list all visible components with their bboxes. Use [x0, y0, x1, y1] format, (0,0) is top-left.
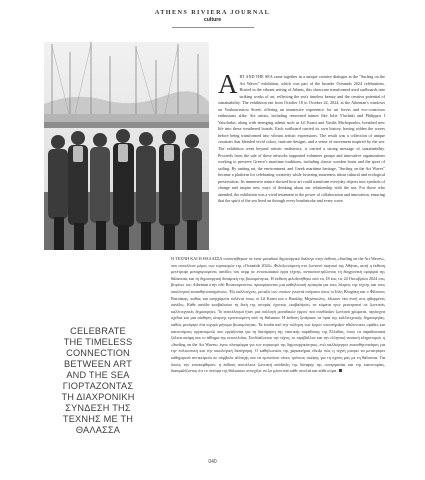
publication-title: ATHENS RIVIERA JOURNAL — [154, 9, 271, 16]
end-mark-icon — [339, 369, 342, 372]
article-body-english — [218, 69, 385, 205]
page-number: 040 — [208, 459, 217, 465]
group-photo-image — [44, 42, 209, 250]
article-body-greek — [171, 256, 385, 375]
header-rule — [172, 27, 254, 28]
drop-cap: A — [218, 69, 238, 99]
pull-quote: CELEBRATE THE TIMELESS CONNECTION BETWEEN ART AND THE SEA ΓΙΟΡΤΑΖΟΝΤΑΣ ΤΗ ΔΙΑΧΡΟΝΙΚΗ ΣΥΝΔΕΣΗ ΤΗΣ ΤΕΧΝΗΣ ΜΕ ΤΗ ΘΑΛΑΣΣΑ — [61, 326, 135, 435]
page-header — [0, 9, 425, 23]
article-text-english: RT AND THE SEA came together in a unique creative dialogue at the "Surfing on the Art Waves" exhibition, which was part of the broader Oceanids 2024 celebrations. Hosted in the vibrant setting of Athens, this showcase transformed used surfboards into striking works of art, reflecting the sea's timeless beauty and the creative potential of sustainability. The exhibition ran from October 18 to October 24, 2024, at the Athenian's windows on Voukourestiou Street, offering an immersive experience for art lovers and eco-conscious enthusiasts alike. Six artists, including renowned names like Iolie Vlachaki and Philippos I Vatschakis, along with emerging talents such as Lil Konsi and Vasilis Michopoulos, breathed new life into these weathered boards. Each surfboard carried its own history, having ridden the waves before being transformed into vibrant artistic expressions. The result was a collection of unique creations that blended vivid colors, intricate designs, and a sense of movement inspired by the sea. The exhibition went beyond artistic endeavors; it carried a strong message of sustainability. Proceeds from the sale of these artworks supported volunteer groups and innovative organizations working to preserve Greece's maritime traditions, including classic wooden boats and the sport of sailing. By uniting art, the environment, and Greek maritime heritage, "Surfing on the Art Waves" became a platform for celebrating creativity while fostering awareness about cultural and ecological preservation. Its immersive nature showed how art could transform everyday objects into symbols of change and inspire new ways of thinking about our relationship with the sea. For those who attended, the exhibition was a vivid testament to the power of collaboration and innovation, ensuring that the spirit of the sea lived on through every brushstroke and every wave. — [218, 74, 385, 204]
section-label: culture — [203, 17, 222, 23]
group-photo — [44, 42, 209, 250]
article-text-greek: Η ΤΕΧΝΗ ΚΑΙ Η ΘΑΛΑΣΣΑ συναντήθηκαν σε έναν μοναδικό δημιουργικό διάλογο στην έκθεση «Surfing on the Art Waves», που αποτέλεσε μέρος των εορτασμών της «Oceanids 2024». Φιλοξενούμενη στο ζωντανό σκηνικό της Αθήνας, αυτή η έκθεση μετέτρεψε μεταχειρισμένες σανίδες του σερφ σε εντυπωσιακά έργα τέχνης, αντικατοπτρίζοντας τη διαχρονική ομορφιά της θάλασσας και τη δημιουργική δυναμική της βιωσιμότητας. Η έκθεση φιλοξενήθηκε από τις 18 έως τις 24 Οκτωβρίου 2024 στις βιτρίνες του Athenian στην οδό Βουκουρεστίου, προσφέροντας μια καθηλωτική εμπειρία για τους λάτρεις της τέχνης και τους οικολογικά ευαισθητοποιημένους. Έξι καλλιτέχνες, μεταξύ των οποίων γνωστά ονόματα όπως οι Ιόλη Βλαχάκη και ο Φίλιππος Βατσάκης, καθώς και ανερχόμενα ταλέντα όπως οι Lil Konsi και ο Βασίλης Μιχόπουλος, έδωσαν νέα πνοή στις φθαρμένες σανίδες. Κάθε σανίδα κουβαλούσε τη δική της ιστορία, έχοντας «καβαλήσει» τα κύματα πριν μετατραπεί σε ζωντανές καλλιτεχνικές δημιουργίες. Το αποτέλεσμα ήταν μια συλλογή μοναδικών έργων που συνδύαζαν ζωντανά χρώματα, περίτεχνα σχέδια και μια αίσθηση κίνησης εμπνευσμένη από τη θάλασσα. Η έκθεση ξεπέρασε τα όρια της καλλιτεχνικής δημιουργίας, καθώς μετέφερε ένα ισχυρό μήνυμα βιωσιμότητας. Τα έσοδα από την πώληση των έργων υποστήριξαν εθελοντικές ομάδες και καινοτόμους οργανισμούς που εργάζονται για τη διατήρηση της ναυτικής παράδοσης της Ελλάδας, όπως τα παραδοσιακά ξύλινα σκάφη και το άθλημα της ιστιοπλοΐας. Συνδυάζοντας την τέχνη, το περιβάλλον και την ελληνική ναυτική κληρονομιά, η «Surfing on the Art Waves» έγινε πλατφόρμα για τον εορτασμό της δημιουργικότητας, ενώ καλλιέργησε ευαισθητοποίηση για την πολιτιστική και την οικολογική διατήρηση. Ο καθηλωτικός της χαρακτήρας έδειξε πώς η τέχνη μπορεί να μετατρέψει καθημερινά αντικείμενα σε σύμβολα αλλαγής και να εμπνεύσει νέους τρόπους σκέψης για τη σχέση μας με τη θάλασσα. Για όσους την επισκέφθηκαν, η έκθεση αποτέλεσε ζωντανή απόδειξη της δύναμης της συνεργασίας και της καινοτομίας, διασφαλίζοντας ότι το πνεύμα της θάλασσας συνεχίζει να ζει μέσα από κάθε πινελιά και κάθε κύμα. — [171, 256, 385, 374]
